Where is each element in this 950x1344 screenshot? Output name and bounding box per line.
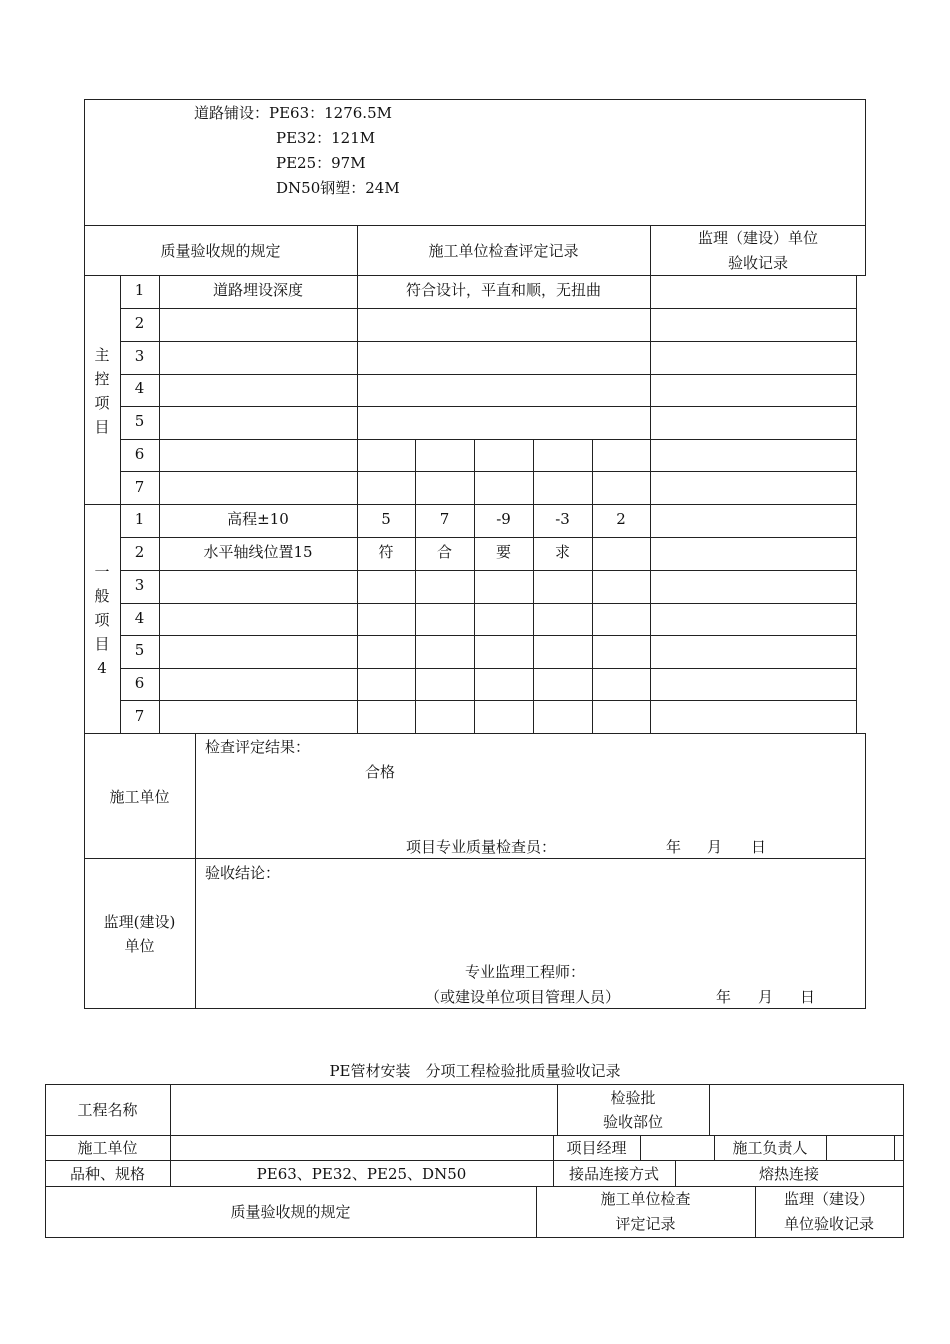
row-number: 2 [134,543,145,561]
connection-value: 熔热连接 [758,1165,819,1183]
conclusion-label: 验收结论： [205,864,281,882]
pipe-line-pe32: PE32：121M [276,129,376,147]
row-number: 2 [134,314,145,332]
measure-cell: 求 [554,543,570,561]
general-label-char: 般 [94,587,110,605]
general-label-char: 项 [94,611,110,629]
header-spec: 质量验收规的规定 [160,242,281,260]
row-item: 高程±10 [227,510,289,528]
main-control-label-char: 主 [94,346,110,364]
form-border-bottom [84,1008,866,1009]
batch-label-line2: 验收部位 [602,1113,663,1131]
section-divider [84,504,856,505]
row-number: 4 [134,609,145,627]
pipe-line-pe63: 道路铺设：PE63：1276.5M [194,104,392,122]
form-border-right-lower [865,733,866,1009]
date-year: 年 [666,838,682,856]
supervision-label-line2: 单位 [124,937,155,955]
main-control-label-char: 项 [94,394,110,412]
header-top-line [84,225,866,226]
row-number: 5 [134,641,145,659]
header-supervision-line2: 验收记录 [727,254,788,272]
project-name-label: 工程名称 [77,1101,138,1119]
connection-label: 接品连接方式 [568,1165,659,1183]
general-label-char: 目 [94,635,110,653]
supervision-line1: 监理（建设） [783,1190,874,1208]
measure-cell: 要 [495,543,511,561]
row-number: 7 [134,478,145,496]
site-manager-label: 施工负责人 [732,1139,808,1157]
result-value: 合格 [365,763,396,781]
header-bottom-line [84,275,866,276]
supervision-line2: 单位验收记录 [783,1215,874,1233]
measure-cell: 5 [381,510,391,528]
header-supervision-line1: 监理（建设）单位 [697,229,818,247]
measure-cell: -9 [496,510,511,528]
measure-cell: 符 [378,543,394,561]
row-number: 1 [134,281,145,299]
general-label-char: 一 [94,563,110,581]
variety-value: PE63、PE32、PE25、DN50 [256,1165,467,1183]
variety-label: 品种、规格 [69,1165,145,1183]
main-control-label-char: 控 [94,370,110,388]
engineer-label: 专业监理工程师： [465,963,586,981]
general-label-char: 4 [97,659,107,677]
form-border-right-middle [856,275,857,733]
grid-bottom-line [84,733,866,734]
supervision-label-line1: 监理(建设) [103,913,176,931]
main-control-label-char: 目 [94,418,110,436]
measure-cell: 合 [436,543,452,561]
pipe-line-dn50: DN50钢塑：24M [276,179,400,197]
construction-unit-label: 施工单位 [109,788,170,806]
header-construction-record: 施工单位检查评定记录 [428,242,579,260]
form-border-top [84,99,866,100]
date-year: 年 [716,988,732,1006]
row-number: 4 [134,379,145,397]
pipe-line-pe25: PE25：97M [276,154,366,172]
form-border-right-upper [865,99,866,275]
construction-unit-label: 施工单位 [77,1139,138,1157]
row-record: 符合设计，平直和顺，无扭曲 [405,281,601,299]
row-item: 水平轴线位置15 [203,543,313,561]
date-day: 日 [800,988,816,1006]
row-number: 6 [134,445,145,463]
row-item: 道路埋设深度 [212,281,303,299]
row-number: 3 [134,576,145,594]
owner-label: （或建设单位项目管理人员） [425,988,621,1006]
form-title: PE管材安装 分项工程检验批质量验收记录 [329,1062,621,1080]
measure-cell: -3 [555,510,570,528]
measure-cell: 2 [616,510,626,528]
form-border-left [84,99,85,1009]
row-number: 5 [134,412,145,430]
spec-label: 质量验收规的规定 [230,1203,351,1221]
measure-cell: 7 [439,510,450,528]
date-month: 月 [707,838,723,856]
date-day: 日 [751,838,767,856]
record-line2: 评定记录 [615,1215,676,1233]
row-number: 7 [134,707,145,725]
record-line1: 施工单位检查 [600,1190,691,1208]
project-manager-label: 项目经理 [566,1139,627,1157]
row-number: 1 [134,510,145,528]
row-number: 3 [134,347,145,365]
inspector-label: 项目专业质量检查员： [406,838,557,856]
result-label: 检查评定结果： [205,738,311,756]
row-number: 6 [134,674,145,692]
date-month: 月 [758,988,774,1006]
batch-label-line1: 检验批 [610,1089,656,1107]
